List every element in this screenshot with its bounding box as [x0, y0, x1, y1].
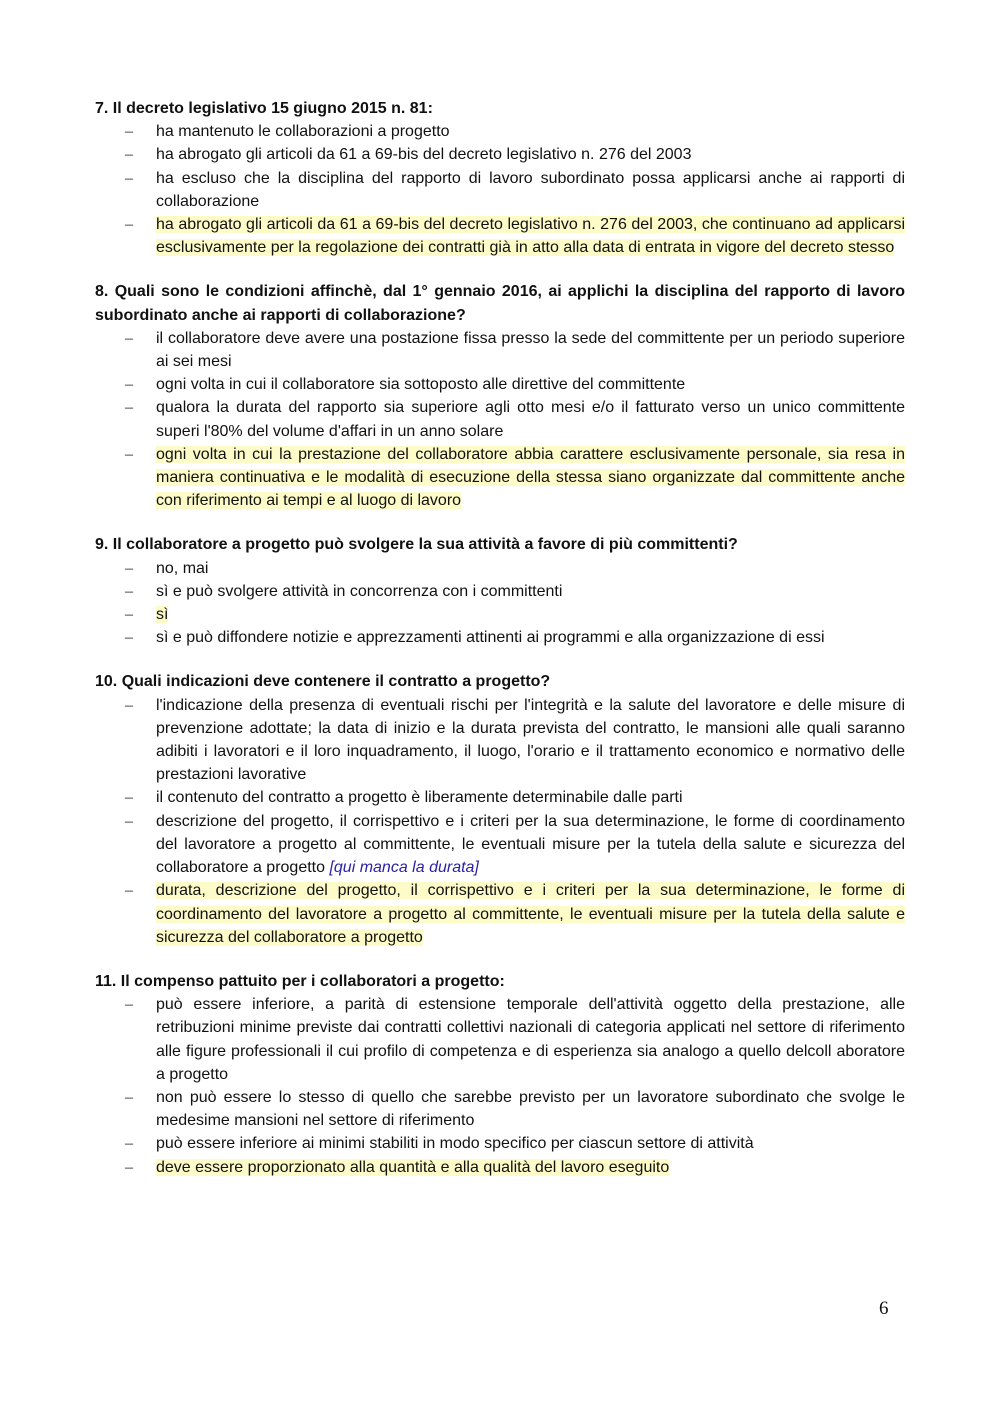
answer-item-correct	[95, 213, 905, 259]
dash-bullet-icon: –	[125, 376, 133, 394]
answer-list	[95, 120, 905, 259]
dash-bullet-icon: –	[125, 582, 133, 600]
answer-item	[95, 786, 905, 809]
answer-text: ogni volta in cui il collaboratore sia sottoposto alle direttive del committente	[156, 376, 686, 394]
answer-item	[95, 694, 905, 787]
answer-item	[95, 557, 905, 580]
question-7	[95, 97, 905, 259]
dash-bullet-icon: –	[125, 812, 133, 830]
question-title: 10. Quali indicazioni deve contenere il contratto a progetto?	[95, 673, 551, 691]
answer-item	[95, 167, 905, 213]
answer-text: no, mai	[156, 559, 209, 577]
dash-bullet-icon: –	[125, 1135, 133, 1153]
answer-text: qualora la durata del rapporto sia superiore agli otto mesi e/o il fatturato verso un unico committente superi l'80% del volume d'affari in un anno solare	[156, 399, 905, 440]
answer-item	[95, 120, 905, 143]
question-title: 8. Quali sono le condizioni affinchè, dal 1° gennaio 2016, ai applichi la disciplina del rapporto di lavoro subordinato anche ai rapporti di collaborazione?	[95, 283, 905, 324]
dash-bullet-icon: –	[125, 169, 133, 187]
answer-text: il contenuto del contratto a progetto è liberamente determinabile dalle parti	[156, 789, 683, 807]
answer-text-highlighted: ha abrogato gli articoli da 61 a 69-bis del decreto legislativo n. 276 del 2003, che continuano ad applicarsi esclusivamente per la regolazione dei contratti già in atto alla data di entrata in vigore del decreto stesso	[156, 216, 905, 257]
dash-bullet-icon: –	[125, 123, 133, 141]
dash-bullet-icon: –	[125, 216, 133, 234]
dash-bullet-icon: –	[125, 329, 133, 347]
question-10	[95, 670, 905, 948]
question-9	[95, 533, 905, 649]
question-8	[95, 280, 905, 512]
answer-text: ha escluso che la disciplina del rapporto di lavoro subordinato possa applicarsi anche ai rapporti di collaborazione	[156, 169, 905, 210]
dash-bullet-icon: –	[125, 399, 133, 417]
answer-text-highlighted: deve essere proporzionato alla quantità e alla qualità del lavoro eseguito	[156, 1158, 670, 1176]
answer-item	[95, 810, 905, 880]
answer-text: può essere inferiore, a parità di estensione temporale dell'attività oggetto della prestazione, alle retribuzioni minime previste dai contratti collettivi nazionali di categoria applicati nel settore di riferimento alle figure professionali il cui profilo di competenza e di esperienza sia analogo a quello delcoll aboratore a progetto	[156, 996, 905, 1083]
answer-item	[95, 626, 905, 649]
answer-text: ha mantenuto le collaborazioni a progetto	[156, 123, 450, 141]
question-11	[95, 970, 905, 1179]
answer-list	[95, 557, 905, 650]
answer-item	[95, 327, 905, 373]
dash-bullet-icon: –	[125, 789, 133, 807]
answer-item	[95, 1132, 905, 1155]
answer-item	[95, 396, 905, 442]
answer-text: può essere inferiore ai minimi stabiliti in modo specifico per ciascun settore di attività	[156, 1135, 754, 1153]
dash-bullet-icon: –	[125, 606, 133, 624]
answer-item	[95, 993, 905, 1086]
dash-bullet-icon: –	[125, 1088, 133, 1106]
answer-list	[95, 694, 905, 949]
question-title: 11. Il compenso pattuito per i collaboratori a progetto:	[95, 972, 505, 990]
page-number: 6	[879, 1298, 889, 1319]
answer-item-correct	[95, 1156, 905, 1179]
editor-note: [qui manca la durata]	[329, 859, 479, 877]
dash-bullet-icon: –	[125, 882, 133, 900]
answer-text: l'indicazione della presenza di eventuali rischi per l'integrità e la salute del lavoratore e delle misure di prevenzione adottate; la data di inizio e la durata prevista del contratto, le mansioni alle quali saranno adibiti i lavoratori e il loro inquadramento, il luogo, l'orario e il trattamento economico e normativo delle prestazioni lavorative	[156, 696, 905, 784]
answer-text: descrizione del progetto, il corrispettivo e i criteri per la sua determinazione, le forme di coordinamento del lavoratore a progetto al committente, le eventuali misure per la tutela della salute e sicurezza del collaboratore a progetto	[156, 812, 905, 877]
document-page	[95, 97, 905, 1200]
answer-text-highlighted: ogni volta in cui la prestazione del collaboratore abbia carattere esclusivamente personale, sia resa in maniera continuativa e le modalità di esecuzione della stessa siano organizzate dal committente anche con riferimento ai tempi e al luogo di lavoro	[156, 445, 905, 510]
answer-list	[95, 993, 905, 1179]
dash-bullet-icon: –	[125, 559, 133, 577]
answer-item	[95, 1086, 905, 1132]
dash-bullet-icon: –	[125, 996, 133, 1014]
answer-item	[95, 373, 905, 396]
answer-text-highlighted: durata, descrizione del progetto, il corrispettivo e i criteri per la sua determinazione, le forme di coordinamento del lavoratore a progetto al committente, le eventuali misure per la tutela della salute e sicurezza del collaboratore a progetto	[156, 882, 905, 946]
answer-text: ha abrogato gli articoli da 61 a 69-bis del decreto legislativo n. 276 del 2003	[156, 146, 692, 164]
dash-bullet-icon: –	[125, 445, 133, 463]
dash-bullet-icon: –	[125, 629, 133, 647]
dash-bullet-icon: –	[125, 1158, 133, 1176]
dash-bullet-icon: –	[125, 146, 133, 164]
answer-text-highlighted: sì	[156, 606, 169, 624]
answer-item-correct	[95, 879, 905, 949]
question-title: 9. Il collaboratore a progetto può svolgere la sua attività a favore di più committenti?	[95, 536, 738, 554]
answer-text: non può essere lo stesso di quello che sarebbe previsto per un lavoratore subordinato che svolge le medesime mansioni nel settore di riferimento	[156, 1088, 905, 1130]
answer-item	[95, 580, 905, 603]
answer-text: sì e può diffondere notizie e apprezzamenti attinenti ai programmi e alla organizzazione di essi	[156, 629, 825, 647]
answer-item-correct	[95, 603, 905, 626]
answer-item-correct	[95, 443, 905, 513]
answer-item	[95, 143, 905, 166]
dash-bullet-icon: –	[125, 696, 133, 714]
answer-text: sì e può svolgere attività in concorrenza con i committenti	[156, 582, 563, 600]
answer-list	[95, 327, 905, 513]
answer-text: il collaboratore deve avere una postazione fissa presso la sede del committente per un periodo superiore ai sei mesi	[156, 329, 905, 371]
question-title: 7. Il decreto legislativo 15 giugno 2015 n. 81:	[95, 100, 433, 117]
